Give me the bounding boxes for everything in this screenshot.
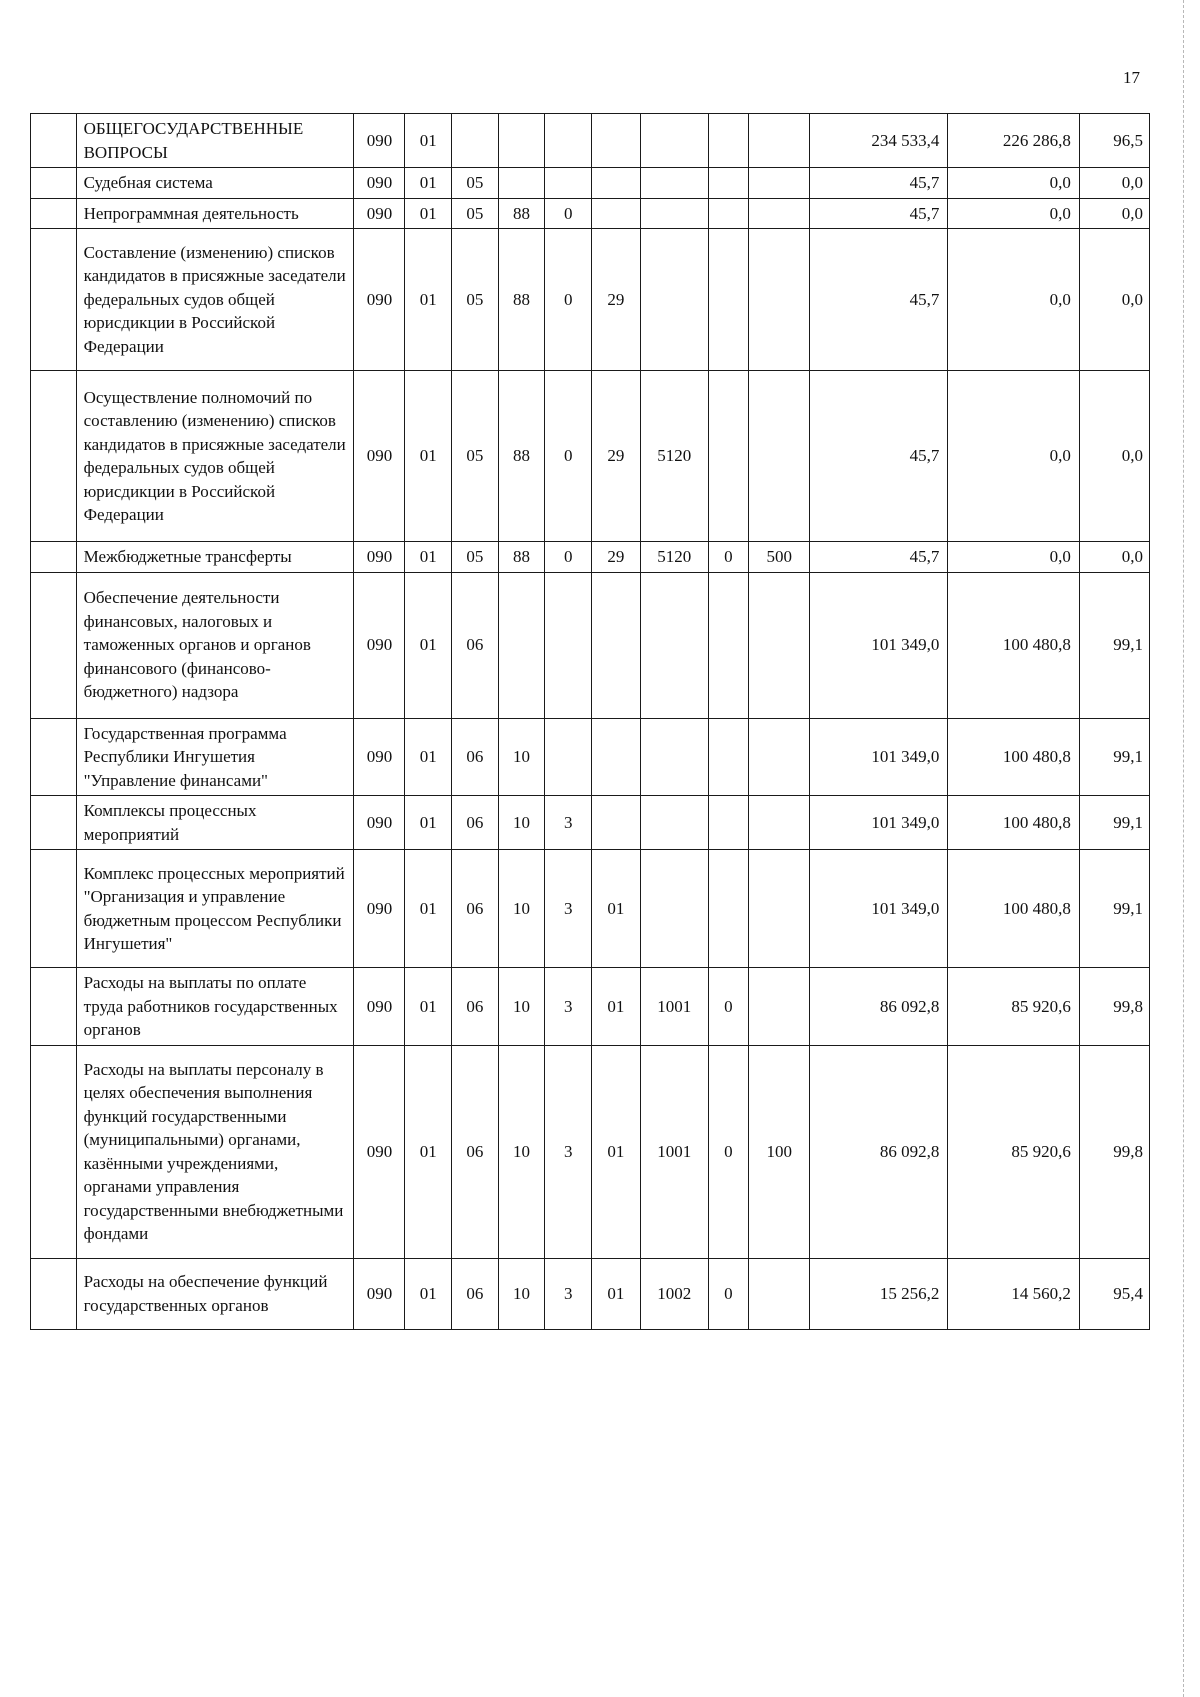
code-program-type [545,718,592,796]
code-expense-type [748,114,810,168]
planned-amount: 101 349,0 [810,718,948,796]
code-program-type: 0 [545,229,592,371]
code-structural-element [592,796,641,850]
code-program [498,572,545,718]
table-row [31,198,1150,229]
budget-table [30,113,1150,1330]
code-program [498,168,545,199]
code-sub-direction [708,168,748,199]
code-ministry: 090 [354,850,405,968]
code-sub-direction [708,718,748,796]
actual-amount: 100 480,8 [948,718,1080,796]
code-sub-direction [708,796,748,850]
code-sub-direction [708,371,748,542]
actual-amount: 0,0 [948,542,1080,573]
code-ministry: 090 [354,114,405,168]
code-section: 01 [405,1258,452,1329]
code-section: 01 [405,572,452,718]
actual-amount: 0,0 [948,229,1080,371]
actual-amount: 0,0 [948,168,1080,199]
code-expense-type [748,796,810,850]
code-structural-element [592,718,641,796]
code-sub-direction: 0 [708,1258,748,1329]
code-subsection: 05 [452,168,499,199]
page-number: 17 [1123,68,1140,87]
code-direction: 1001 [640,968,708,1046]
code-sub-direction [708,850,748,968]
code-sub-direction: 0 [708,542,748,573]
row-number-cell [31,229,77,371]
expense-name: Судебная система [76,168,354,199]
code-sub-direction: 0 [708,1045,748,1258]
row-number-cell [31,1045,77,1258]
code-sub-direction [708,198,748,229]
code-program-type [545,168,592,199]
code-direction [640,796,708,850]
code-program-type [545,114,592,168]
execution-percent: 99,1 [1079,796,1149,850]
code-program: 10 [498,850,545,968]
code-direction: 5120 [640,371,708,542]
expense-name: Комплекс процессных мероприятий "Организация и управление бюджетным процессом Республики Ингушетия" [76,850,354,968]
code-expense-type [748,718,810,796]
code-section: 01 [405,850,452,968]
execution-percent: 0,0 [1079,542,1149,573]
expense-name: Обеспечение деятельности финансовых, налоговых и таможенных органов и органов финансового (финансово-бюджетного) надзора [76,572,354,718]
code-ministry: 090 [354,968,405,1046]
code-subsection: 06 [452,968,499,1046]
planned-amount: 45,7 [810,371,948,542]
actual-amount: 0,0 [948,371,1080,542]
actual-amount: 85 920,6 [948,968,1080,1046]
code-section: 01 [405,229,452,371]
table-row [31,371,1150,542]
table-row [31,1258,1150,1329]
code-subsection: 05 [452,229,499,371]
execution-percent: 99,8 [1079,968,1149,1046]
code-direction [640,114,708,168]
code-program-type: 3 [545,1045,592,1258]
execution-percent: 0,0 [1079,168,1149,199]
code-subsection [452,114,499,168]
planned-amount: 86 092,8 [810,1045,948,1258]
code-section: 01 [405,168,452,199]
expense-name: Непрограммная деятельность [76,198,354,229]
table-body [31,114,1150,1330]
code-structural-element [592,168,641,199]
code-expense-type [748,168,810,199]
execution-percent: 99,1 [1079,718,1149,796]
code-ministry: 090 [354,371,405,542]
code-expense-type [748,1258,810,1329]
code-structural-element: 29 [592,229,641,371]
row-number-cell [31,168,77,199]
execution-percent: 99,1 [1079,850,1149,968]
actual-amount: 100 480,8 [948,796,1080,850]
code-ministry: 090 [354,796,405,850]
code-direction [640,572,708,718]
row-number-cell [31,114,77,168]
code-direction [640,198,708,229]
expense-name: Государственная программа Республики Ингушетия "Управление финансами" [76,718,354,796]
planned-amount: 101 349,0 [810,796,948,850]
code-program [498,114,545,168]
code-ministry: 090 [354,168,405,199]
actual-amount: 0,0 [948,198,1080,229]
table-row [31,229,1150,371]
code-expense-type: 500 [748,542,810,573]
planned-amount: 234 533,4 [810,114,948,168]
code-structural-element: 01 [592,1258,641,1329]
code-structural-element: 01 [592,850,641,968]
code-program-type: 0 [545,371,592,542]
code-program: 88 [498,229,545,371]
code-expense-type [748,198,810,229]
planned-amount: 45,7 [810,542,948,573]
planned-amount: 101 349,0 [810,572,948,718]
code-subsection: 06 [452,718,499,796]
code-program-type: 3 [545,796,592,850]
table-row [31,968,1150,1046]
execution-percent: 95,4 [1079,1258,1149,1329]
code-sub-direction [708,572,748,718]
expense-name: Межбюджетные трансферты [76,542,354,573]
code-ministry: 090 [354,542,405,573]
code-section: 01 [405,114,452,168]
code-section: 01 [405,968,452,1046]
code-expense-type [748,572,810,718]
code-program: 88 [498,542,545,573]
code-ministry: 090 [354,1258,405,1329]
code-program: 88 [498,371,545,542]
actual-amount: 226 286,8 [948,114,1080,168]
code-subsection: 05 [452,198,499,229]
code-subsection: 06 [452,796,499,850]
table-row [31,572,1150,718]
execution-percent: 99,8 [1079,1045,1149,1258]
planned-amount: 86 092,8 [810,968,948,1046]
code-direction: 1002 [640,1258,708,1329]
code-sub-direction [708,229,748,371]
code-subsection: 06 [452,850,499,968]
code-direction: 5120 [640,542,708,573]
expense-name: Расходы на обеспечение функций государственных органов [76,1258,354,1329]
code-structural-element: 01 [592,1045,641,1258]
code-program: 10 [498,1045,545,1258]
code-section: 01 [405,198,452,229]
code-ministry: 090 [354,572,405,718]
planned-amount: 15 256,2 [810,1258,948,1329]
code-expense-type [748,850,810,968]
table-row [31,1045,1150,1258]
code-section: 01 [405,371,452,542]
code-sub-direction [708,114,748,168]
code-sub-direction: 0 [708,968,748,1046]
code-expense-type: 100 [748,1045,810,1258]
code-program-type: 0 [545,198,592,229]
actual-amount: 14 560,2 [948,1258,1080,1329]
row-number-cell [31,796,77,850]
table-row [31,542,1150,573]
actual-amount: 100 480,8 [948,572,1080,718]
code-program: 88 [498,198,545,229]
code-program: 10 [498,796,545,850]
row-number-cell [31,572,77,718]
expense-name: ОБЩЕГОСУДАРСТВЕННЫЕ ВОПРОСЫ [76,114,354,168]
code-structural-element [592,198,641,229]
expense-name: Расходы на выплаты персоналу в целях обеспечения выполнения функций государственными (муниципальными) органами, казёнными учреждениями, органами управления государственными внебюджетными фондами [76,1045,354,1258]
row-number-cell [31,542,77,573]
planned-amount: 45,7 [810,198,948,229]
table-row [31,168,1150,199]
row-number-cell [31,198,77,229]
row-number-cell [31,968,77,1046]
code-subsection: 06 [452,1258,499,1329]
code-direction [640,850,708,968]
code-structural-element [592,114,641,168]
code-program: 10 [498,968,545,1046]
code-section: 01 [405,796,452,850]
expense-name: Комплексы процессных мероприятий [76,796,354,850]
execution-percent: 0,0 [1079,198,1149,229]
expense-name: Расходы на выплаты по оплате труда работников государственных органов [76,968,354,1046]
code-program: 10 [498,718,545,796]
code-ministry: 090 [354,1045,405,1258]
code-subsection: 06 [452,1045,499,1258]
execution-percent: 0,0 [1079,371,1149,542]
code-program: 10 [498,1258,545,1329]
row-number-cell [31,371,77,542]
actual-amount: 85 920,6 [948,1045,1080,1258]
code-expense-type [748,229,810,371]
code-structural-element [592,572,641,718]
planned-amount: 45,7 [810,229,948,371]
code-ministry: 090 [354,718,405,796]
row-number-cell [31,1258,77,1329]
code-subsection: 05 [452,371,499,542]
row-number-cell [31,718,77,796]
code-structural-element: 29 [592,371,641,542]
code-program-type: 3 [545,968,592,1046]
scan-edge-line [1183,0,1184,1697]
code-expense-type [748,968,810,1046]
code-subsection: 06 [452,572,499,718]
execution-percent: 96,5 [1079,114,1149,168]
execution-percent: 0,0 [1079,229,1149,371]
code-section: 01 [405,718,452,796]
planned-amount: 45,7 [810,168,948,199]
code-subsection: 05 [452,542,499,573]
code-expense-type [748,371,810,542]
expense-name: Составление (изменению) списков кандидатов в присяжные заседатели федеральных судов общей юрисдикции в Российской Федерации [76,229,354,371]
table-row [31,850,1150,968]
code-direction [640,168,708,199]
code-ministry: 090 [354,198,405,229]
row-number-cell [31,850,77,968]
code-program-type [545,572,592,718]
code-section: 01 [405,1045,452,1258]
code-direction [640,229,708,371]
table-row [31,718,1150,796]
code-structural-element: 29 [592,542,641,573]
code-section: 01 [405,542,452,573]
code-program-type: 3 [545,850,592,968]
code-structural-element: 01 [592,968,641,1046]
actual-amount: 100 480,8 [948,850,1080,968]
code-program-type: 3 [545,1258,592,1329]
expense-name: Осуществление полномочий по составлению (изменению) списков кандидатов в присяжные заседатели федеральных судов общей юрисдикции в Российской Федерации [76,371,354,542]
code-direction: 1001 [640,1045,708,1258]
code-ministry: 090 [354,229,405,371]
table-row [31,796,1150,850]
code-direction [640,718,708,796]
table-row [31,114,1150,168]
execution-percent: 99,1 [1079,572,1149,718]
code-program-type: 0 [545,542,592,573]
planned-amount: 101 349,0 [810,850,948,968]
